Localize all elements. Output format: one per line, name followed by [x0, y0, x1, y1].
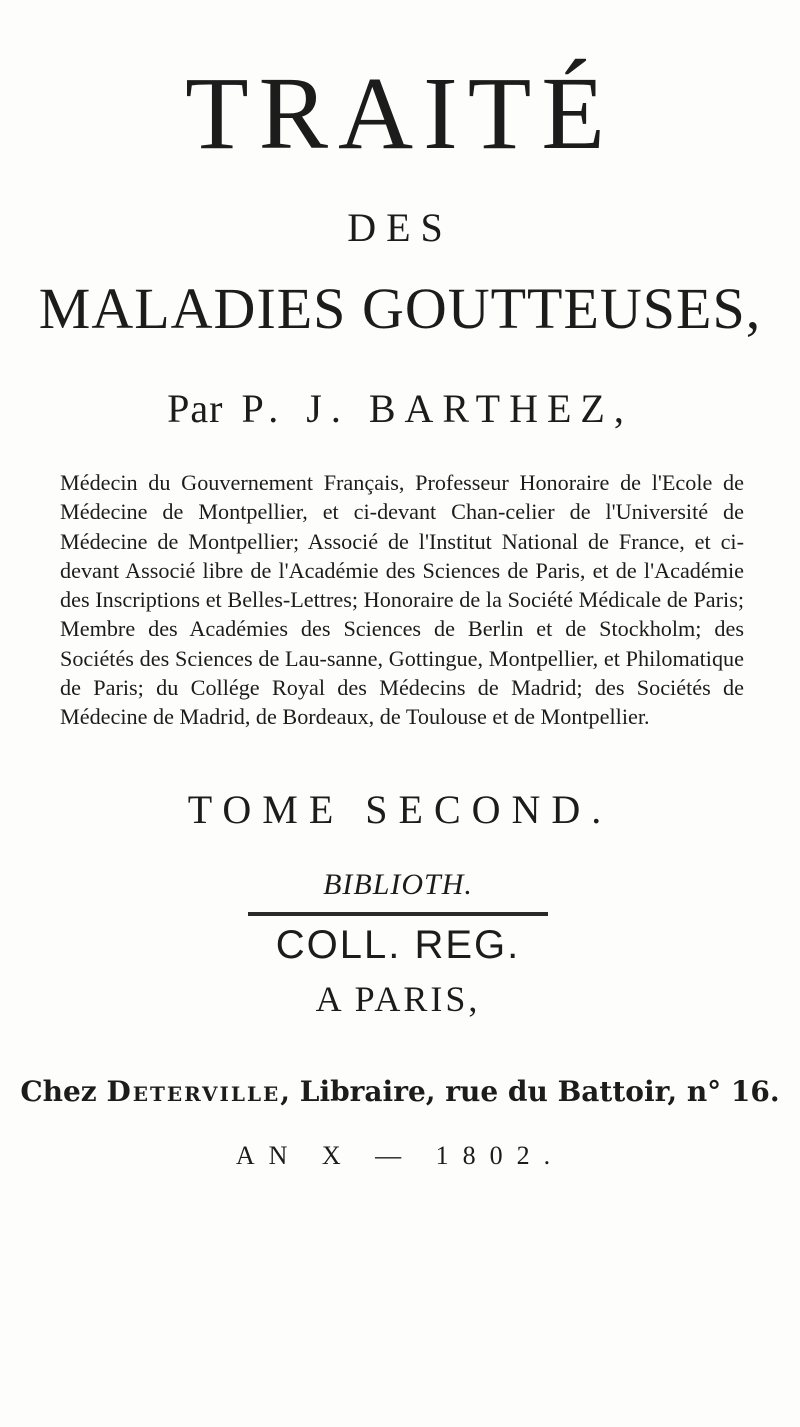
- author-prefix: Par: [167, 386, 224, 431]
- book-subject: MALADIES GOUTTEUSES,: [38, 276, 762, 341]
- imprint-address: , Libraire, rue du Battoir, n° 16.: [280, 1075, 780, 1108]
- publisher-name: Deterville: [106, 1075, 281, 1108]
- imprint-prefix: Chez: [20, 1075, 97, 1108]
- publisher-imprint: [0, 1075, 800, 1108]
- publication-year: AN X — 1802.: [235, 1141, 565, 1170]
- stamp-bottom-text: A PARIS,: [315, 979, 481, 1019]
- author-credentials: Médecin du Gouvernement Français, Professeur Honoraire de l'Ecole de Médecine de Montpellier, et ci-devant Chan-celier de l'Université de Médecine de Montpellier; Associé de l'Institut National de France, et ci-devant Associé libre de l'Académie des Sciences de Paris, et de l'Académie des Inscriptions et Belles-Lettres; Honoraire de la Société Médicale de Paris; Membre des Académies des Sciences de Berlin et de Stockholm; des Sociétés des Sciences de Lau-sanne, Gottingue, Montpellier, et Philomatique de Paris; du Collége Royal des Médecins de Madrid; des Sociétés de Médecine de Madrid, de Bordeaux, de Toulouse et de Montpellier.: [60, 470, 744, 730]
- title-connector: DES: [347, 205, 453, 250]
- stamp-rule: [248, 912, 548, 916]
- stamp-middle-text: COLL. REG.: [275, 923, 521, 967]
- volume-label: TOME SECOND.: [187, 787, 613, 832]
- author-name: P. J. BARTHEZ,: [241, 386, 633, 431]
- stamp-top-text: BIBLIOTH.: [323, 868, 473, 901]
- author-line: [0, 386, 800, 431]
- library-stamp: [238, 860, 558, 1030]
- book-title: TRAITÉ: [185, 56, 615, 171]
